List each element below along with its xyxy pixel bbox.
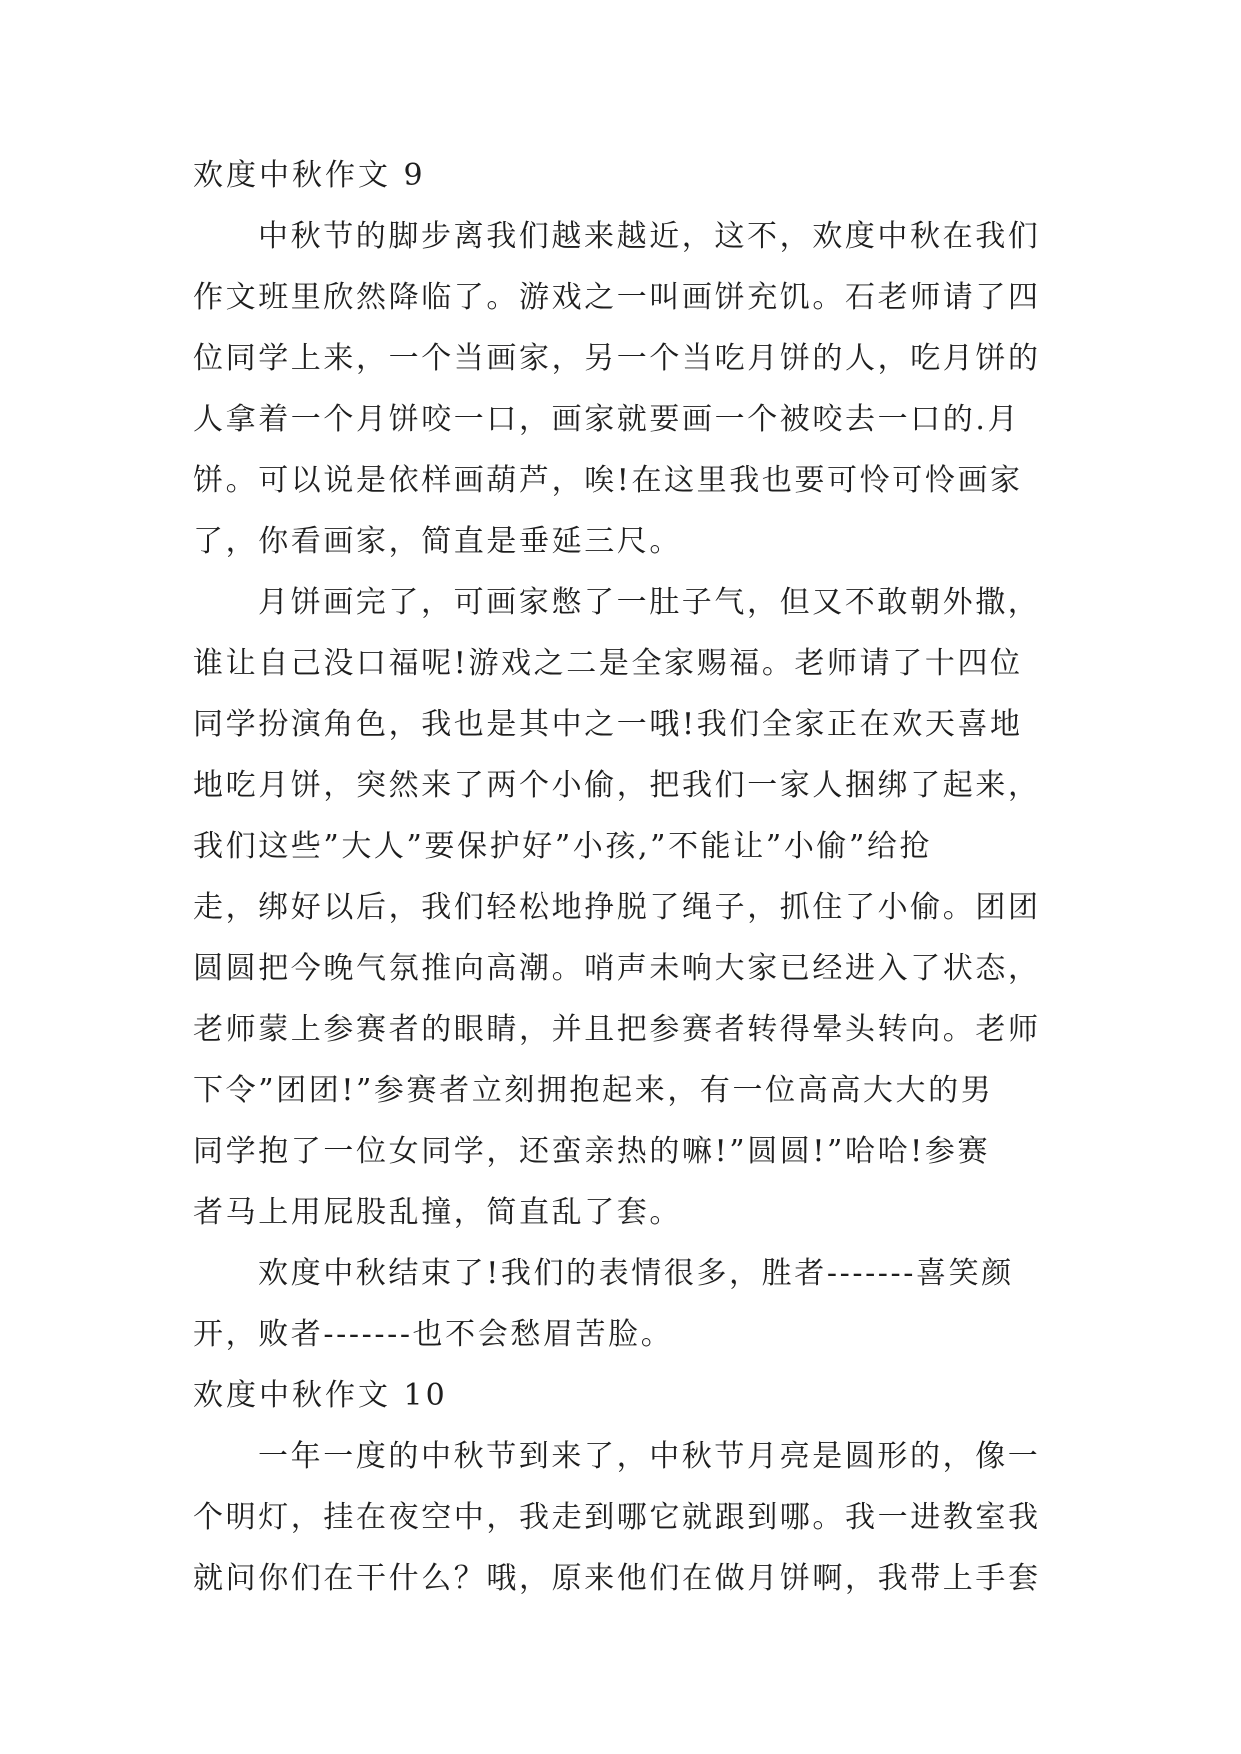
text-line: 老师蒙上参赛者的眼睛，并且把参赛者转得晕头转向。老师 bbox=[193, 1012, 1041, 1047]
text-line: 位同学上来，一个当画家，另一个当吃月饼的人，吃月饼的 bbox=[193, 341, 1041, 376]
text-line: 欢度中秋结束了!我们的表情很多，胜者-------喜笑颜 bbox=[258, 1256, 1014, 1291]
text-line: 我们这些”大人”要保护好”小孩,”不能让”小偷”给抢 bbox=[193, 829, 933, 864]
text-line: 同学扮演角色，我也是其中之一哦!我们全家正在欢天喜地 bbox=[193, 707, 1023, 742]
text-line: 人拿着一个月饼咬一口，画家就要画一个被咬去一口的.月 bbox=[193, 402, 1021, 437]
section-title: 欢度中秋作文 10 bbox=[193, 1378, 448, 1413]
text-line: 月饼画完了，可画家憋了一肚子气，但又不敢朝外撒， bbox=[258, 585, 1041, 620]
section-title: 欢度中秋作文 9 bbox=[193, 158, 426, 193]
text-line: 就问你们在干什么？哦，原来他们在做月饼啊，我带上手套 bbox=[193, 1561, 1041, 1596]
paragraph bbox=[193, 206, 1053, 572]
text-line: 作文班里欣然降临了。游戏之一叫画饼充饥。石老师请了四 bbox=[193, 280, 1041, 315]
paragraph bbox=[193, 572, 1053, 1243]
text-line: 中秋节的脚步离我们越来越近，这不，欢度中秋在我们 bbox=[258, 219, 1041, 254]
document-page bbox=[193, 145, 1053, 1609]
text-line: 同学抱了一位女同学，还蛮亲热的嘛!”圆圆!”哈哈!参赛 bbox=[193, 1134, 991, 1169]
text-line: 一年一度的中秋节到来了，中秋节月亮是圆形的，像一 bbox=[258, 1439, 1041, 1474]
text-line: 了，你看画家，简直是垂延三尺。 bbox=[193, 524, 682, 559]
text-line: 个明灯，挂在夜空中，我走到哪它就跟到哪。我一进教室我 bbox=[193, 1500, 1041, 1535]
paragraph bbox=[193, 1426, 1053, 1609]
text-line: 饼。可以说是依样画葫芦，唉!在这里我也要可怜可怜画家 bbox=[193, 463, 1023, 498]
text-line: 圆圆把今晚气氛推向高潮。哨声未响大家已经进入了状态， bbox=[193, 951, 1041, 986]
text-line: 地吃月饼，突然来了两个小偷，把我们一家人捆绑了起来， bbox=[193, 768, 1041, 803]
text-line: 走，绑好以后，我们轻松地挣脱了绳子，抓住了小偷。团团 bbox=[193, 890, 1041, 925]
text-line: 者马上用屁股乱撞，简直乱了套。 bbox=[193, 1195, 682, 1230]
text-line: 谁让自己没口福呢!游戏之二是全家赐福。老师请了十四位 bbox=[193, 646, 1023, 681]
paragraph bbox=[193, 1243, 1053, 1365]
text-line: 下令”团团!”参赛者立刻拥抱起来，有一位高高大大的男 bbox=[193, 1073, 994, 1108]
text-line: 开，败者-------也不会愁眉苦脸。 bbox=[193, 1317, 674, 1352]
